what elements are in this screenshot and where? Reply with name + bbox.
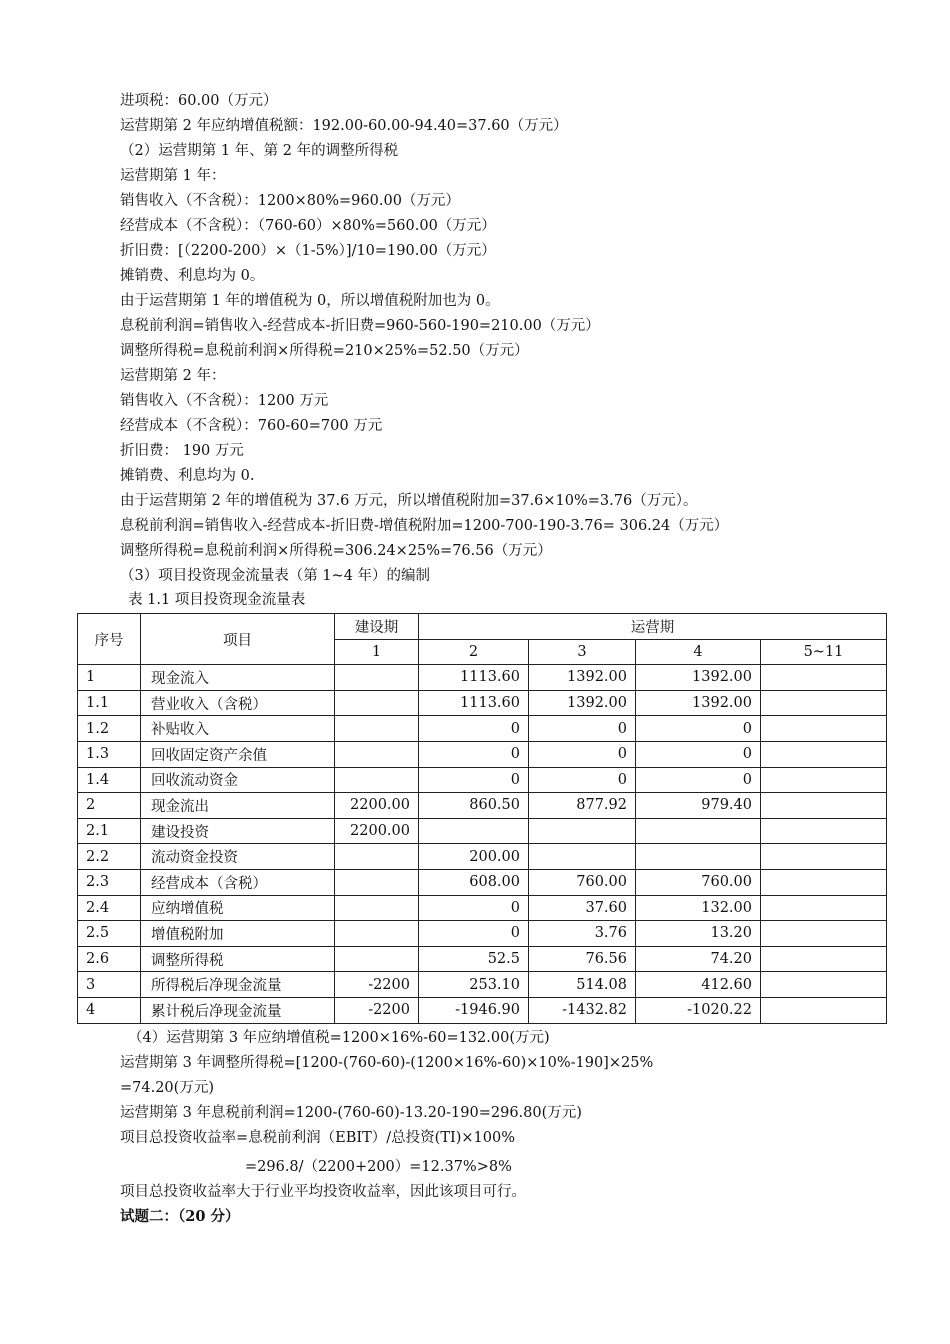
- row-seq: 2.6: [78, 946, 141, 972]
- line-conclusion: 项目总投资收益率大于行业平均投资收益率，因此该项目可行。: [120, 1184, 526, 1200]
- row-value: 0: [419, 895, 529, 921]
- row-value: -2200: [335, 972, 419, 998]
- row-value: [335, 690, 419, 716]
- row-value: [636, 844, 761, 870]
- row-value: 1113.60: [419, 690, 529, 716]
- row-value: [761, 997, 887, 1023]
- line-y1-vat-note: 由于运营期第 1 年的增值税为 0，所以增值税附加也为 0。: [120, 293, 500, 309]
- header-year-1: 1: [335, 639, 419, 665]
- row-value: -2200: [335, 997, 419, 1023]
- row-value: 74.20: [636, 946, 761, 972]
- row-value: 877.92: [529, 793, 636, 819]
- row-value: 37.60: [529, 895, 636, 921]
- row-value: 0: [636, 716, 761, 742]
- row-value: 1392.00: [529, 690, 636, 716]
- line-y3-tax-result: =74.20(万元): [120, 1080, 214, 1096]
- row-item: 现金流入: [141, 665, 335, 691]
- line-y2-depreciation: 折旧费： 190 万元: [120, 443, 244, 459]
- row-value: 608.00: [419, 869, 529, 895]
- row-seq: 2.4: [78, 895, 141, 921]
- row-value: 514.08: [529, 972, 636, 998]
- line-year1-heading: 运营期第 1 年：: [120, 168, 226, 184]
- row-value: [761, 793, 887, 819]
- row-value: [761, 972, 887, 998]
- table-row: [78, 946, 887, 972]
- row-item: 营业收入（含税）: [141, 690, 335, 716]
- table-caption: 表 1.1 项目投资现金流量表: [128, 592, 306, 608]
- line-y1-cost: 经营成本（不含税）：（760-60）×80%=560.00（万元）: [120, 218, 496, 234]
- row-value: 1392.00: [636, 665, 761, 691]
- row-value: [636, 818, 761, 844]
- table-row: [78, 818, 887, 844]
- row-value: 979.40: [636, 793, 761, 819]
- row-seq: 1: [78, 665, 141, 691]
- line-y3-tax: 运营期第 3 年调整所得税=[1200-(760-60)-(1200×16%-60)×10%-190]×25%: [120, 1055, 654, 1071]
- row-value: [761, 921, 887, 947]
- row-value: 1113.60: [419, 665, 529, 691]
- row-value: 253.10: [419, 972, 529, 998]
- row-value: 0: [636, 741, 761, 767]
- row-item: 补贴收入: [141, 716, 335, 742]
- row-value: 760.00: [529, 869, 636, 895]
- row-item: 累计税后净现金流量: [141, 997, 335, 1023]
- row-value: -1432.82: [529, 997, 636, 1023]
- line-y1-sales: 销售收入（不含税）：1200×80%=960.00（万元）: [120, 193, 460, 209]
- row-value: 76.56: [529, 946, 636, 972]
- row-value: [761, 895, 887, 921]
- row-value: 1392.00: [636, 690, 761, 716]
- table-row: [78, 793, 887, 819]
- line-roi-formula: 项目总投资收益率=息税前利润（EBIT）/总投资(TI)×100%: [120, 1130, 515, 1146]
- header-item: 项目: [141, 614, 335, 665]
- row-value: -1020.22: [636, 997, 761, 1023]
- row-value: 412.60: [636, 972, 761, 998]
- row-value: 860.50: [419, 793, 529, 819]
- table-row: [78, 741, 887, 767]
- row-value: [335, 869, 419, 895]
- row-item: 增值税附加: [141, 921, 335, 947]
- row-item: 现金流出: [141, 793, 335, 819]
- row-value: [335, 946, 419, 972]
- row-value: [419, 818, 529, 844]
- row-seq: 1.2: [78, 716, 141, 742]
- line-y2-vat-note: 由于运营期第 2 年的增值税为 37.6 万元，所以增值税附加=37.6×10%=3.76（万元）。: [120, 493, 698, 509]
- row-item: 流动资金投资: [141, 844, 335, 870]
- line-y2-cost: 经营成本（不含税）：760-60=700 万元: [120, 418, 383, 434]
- header-year-3: 3: [529, 639, 636, 665]
- row-value: 0: [419, 767, 529, 793]
- cash-flow-table: [77, 613, 887, 1024]
- table-row: [78, 690, 887, 716]
- row-seq: 2.3: [78, 869, 141, 895]
- header-year-2: 2: [419, 639, 529, 665]
- line-y2-amortization: 摊销费、利息均为 0.: [120, 468, 255, 484]
- header-operation: 运营期: [419, 614, 887, 640]
- row-value: 2200.00: [335, 793, 419, 819]
- line-input-tax: 进项税：60.00（万元）: [120, 93, 278, 109]
- header-construction: 建设期: [335, 614, 419, 640]
- row-value: [761, 716, 887, 742]
- row-value: [761, 869, 887, 895]
- row-value: [761, 946, 887, 972]
- table-row: [78, 895, 887, 921]
- line-year2-heading: 运营期第 2 年：: [120, 368, 226, 384]
- row-value: [761, 818, 887, 844]
- row-item: 建设投资: [141, 818, 335, 844]
- row-seq: 1.1: [78, 690, 141, 716]
- row-value: [335, 921, 419, 947]
- table-row: [78, 921, 887, 947]
- row-value: [761, 844, 887, 870]
- row-value: 0: [419, 921, 529, 947]
- row-value: 0: [529, 716, 636, 742]
- line-y3-ebit: 运营期第 3 年息税前利润=1200-(760-60)-13.20-190=296.80(万元): [120, 1105, 582, 1121]
- row-value: -1946.90: [419, 997, 529, 1023]
- row-seq: 1.4: [78, 767, 141, 793]
- row-value: [761, 741, 887, 767]
- table-row: [78, 869, 887, 895]
- table-row: [78, 716, 887, 742]
- row-value: [335, 844, 419, 870]
- line-y3-vat: （4）运营期第 3 年应纳增值税=1200×16%-60=132.00(万元): [128, 1030, 550, 1046]
- row-value: [761, 665, 887, 691]
- row-value: [529, 844, 636, 870]
- table-header-row: [78, 614, 887, 640]
- header-year-5-11: 5~11: [761, 639, 887, 665]
- row-seq: 4: [78, 997, 141, 1023]
- row-value: [529, 818, 636, 844]
- row-value: [335, 895, 419, 921]
- header-seq: 序号: [78, 614, 141, 665]
- line-vat-year2: 运营期第 2 年应纳增值税额：192.00-60.00-94.40=37.60（万元）: [120, 118, 568, 134]
- line-y1-tax: 调整所得税=息税前利润×所得税=210×25%=52.50（万元）: [120, 343, 529, 359]
- line-y2-tax: 调整所得税=息税前利润×所得税=306.24×25%=76.56（万元）: [120, 543, 552, 559]
- line-y1-amortization: 摊销费、利息均为 0。: [120, 268, 265, 284]
- row-seq: 1.3: [78, 741, 141, 767]
- row-value: 13.20: [636, 921, 761, 947]
- row-value: [335, 741, 419, 767]
- row-value: 52.5: [419, 946, 529, 972]
- row-seq: 2.2: [78, 844, 141, 870]
- section-heading-3: （3）项目投资现金流量表（第 1~4 年）的编制: [120, 568, 431, 584]
- row-value: 0: [529, 741, 636, 767]
- table-row: [78, 844, 887, 870]
- row-item: 经营成本（含税）: [141, 869, 335, 895]
- line-roi-result: =296.8/（2200+200）=12.37%>8%: [245, 1159, 512, 1175]
- row-value: 0: [636, 767, 761, 793]
- row-value: [761, 767, 887, 793]
- row-item: 调整所得税: [141, 946, 335, 972]
- line-y1-depreciation: 折旧费：[（2200-200）×（1-5%）]/10=190.00（万元）: [120, 243, 496, 259]
- row-value: 1392.00: [529, 665, 636, 691]
- row-seq: 2: [78, 793, 141, 819]
- row-value: 0: [419, 716, 529, 742]
- line-y1-ebit: 息税前利润=销售收入-经营成本-折旧费=960-560-190=210.00（万元）: [120, 318, 600, 334]
- row-value: [335, 716, 419, 742]
- row-value: 132.00: [636, 895, 761, 921]
- table-row: [78, 972, 887, 998]
- row-value: [335, 767, 419, 793]
- question-two-heading: 试题二：（20 分）: [120, 1208, 240, 1225]
- row-seq: 2.1: [78, 818, 141, 844]
- row-value: 0: [529, 767, 636, 793]
- row-seq: 3: [78, 972, 141, 998]
- row-value: [761, 690, 887, 716]
- row-value: 760.00: [636, 869, 761, 895]
- row-item: 所得税后净现金流量: [141, 972, 335, 998]
- header-year-4: 4: [636, 639, 761, 665]
- table-row: [78, 997, 887, 1023]
- row-item: 回收固定资产余值: [141, 741, 335, 767]
- table-row: [78, 665, 887, 691]
- table-row: [78, 767, 887, 793]
- line-y2-ebit: 息税前利润=销售收入-经营成本-折旧费-增值税附加=1200-700-190-3.76= 306.24（万元）: [120, 518, 729, 534]
- row-seq: 2.5: [78, 921, 141, 947]
- row-item: 回收流动资金: [141, 767, 335, 793]
- row-item: 应纳增值税: [141, 895, 335, 921]
- row-value: 3.76: [529, 921, 636, 947]
- section-heading-2: （2）运营期第 1 年、第 2 年的调整所得税: [120, 143, 399, 159]
- row-value: 200.00: [419, 844, 529, 870]
- row-value: 0: [419, 741, 529, 767]
- line-y2-sales: 销售收入（不含税）：1200 万元: [120, 393, 329, 409]
- row-value: 2200.00: [335, 818, 419, 844]
- row-value: [335, 665, 419, 691]
